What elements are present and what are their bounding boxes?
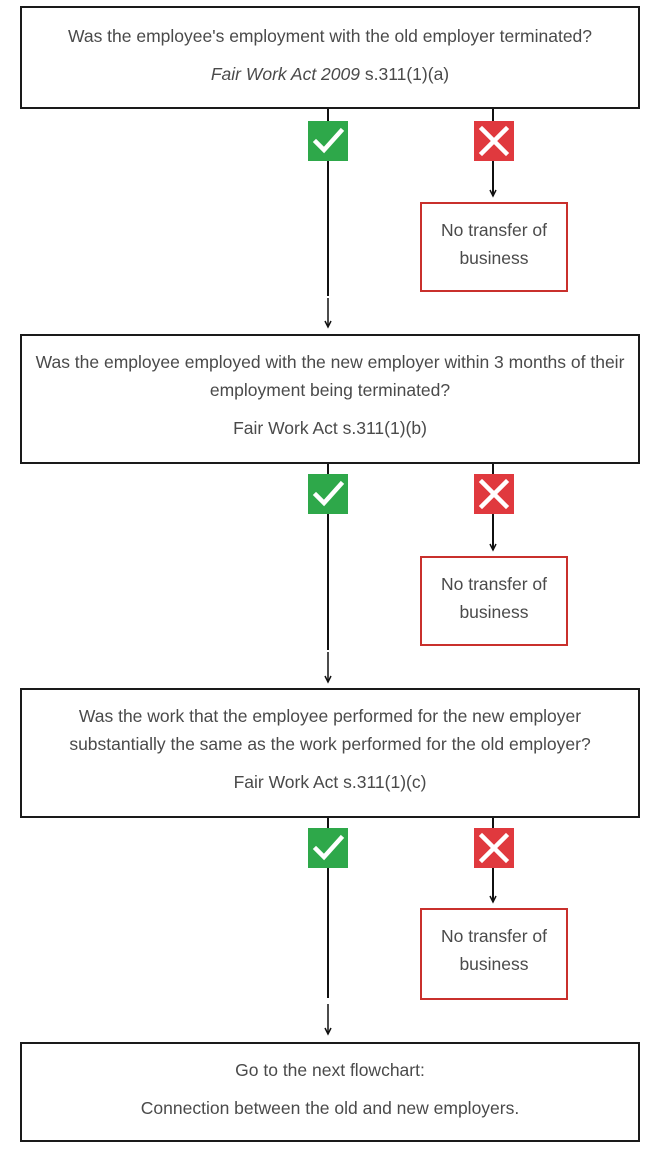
question-text-3: Was the work that the employee performed for the new employer substantially the same as the work performed for the old employer? (69, 706, 591, 754)
no-transfer-text-2: No transfer of business (440, 574, 548, 622)
no-transfer-box-2 (420, 556, 568, 646)
no-transfer-box-3 (420, 908, 568, 1000)
final-line-2: Connection between the old and new employers. (140, 1098, 520, 1118)
citation-2 (30, 414, 630, 442)
question-box-1 (20, 6, 640, 109)
cross-icon-2 (474, 474, 514, 514)
citation-rest-2: Fair Work Act s.311(1)(b) (233, 418, 427, 438)
citation-italic-1: Fair Work Act 2009 (210, 64, 360, 84)
citation-1 (22, 60, 638, 88)
citation-rest-3: Fair Work Act s.311(1)(c) (233, 772, 427, 792)
final-line-1: Go to the next flowchart: (235, 1060, 425, 1080)
check-icon-2 (308, 474, 348, 514)
citation-3 (30, 768, 630, 796)
no-transfer-text-1: No transfer of business (440, 220, 548, 268)
final-box (20, 1042, 640, 1142)
question-box-2 (20, 334, 640, 464)
check-icon-3 (308, 828, 348, 868)
citation-rest-1: s.311(1)(a) (359, 64, 450, 84)
check-icon-1 (308, 121, 348, 161)
no-transfer-box-1 (420, 202, 568, 292)
question-text-1: Was the employee's employment with the old employer terminated? (67, 26, 593, 46)
question-text-2: Was the employee employed with the new employer within 3 months of their employment being terminated? (35, 352, 625, 400)
question-box-3 (20, 688, 640, 818)
no-transfer-text-3: No transfer of business (440, 926, 548, 974)
cross-icon-3 (474, 828, 514, 868)
cross-icon-1 (474, 121, 514, 161)
